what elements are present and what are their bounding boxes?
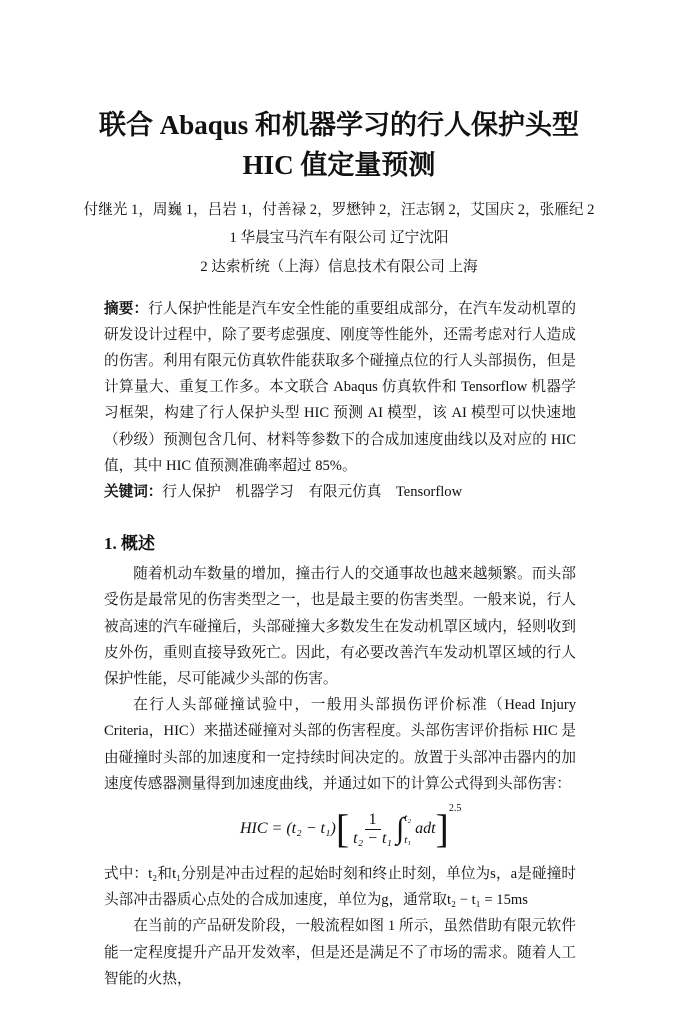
fraction-denominator: t₂ − t₁ xyxy=(353,829,392,847)
paragraph-4: 在当前的产品研发阶段，一般流程如图 1 所示，虽然借助有限元软件能一定程度提升产品开发效率，但是还是满足不了市场的需求。随着人工智能的火热， xyxy=(104,918,576,987)
fraction-numerator: 1 xyxy=(365,811,381,830)
bracket-left: [ xyxy=(335,806,350,852)
bracket-right: ] xyxy=(435,806,449,852)
affiliation-1: 1 华晨宝马汽车有限公司 辽宁沈阳 xyxy=(229,230,449,247)
paragraph-1: 随着机动车数量的增加，撞击行人的交通事故也越来越频繁。而头部受伤是最常见的伤害类型之一，也是最主要的伤害类型。一般来说，行人被高速的汽车碰撞后，头部碰撞大多数发生在发动机罩区域内，轻则收到皮外伤，重则直接导致死亡。因此，有必要改善汽车发动机罩区域的行人保护性能，尽可能减少头部的伤害。 xyxy=(104,566,576,688)
abstract xyxy=(104,296,576,479)
integral-sign: ∫ xyxy=(395,812,405,846)
formula-fraction xyxy=(353,811,392,848)
affiliation-2: 2 达索析统（上海）信息技术有限公司 上海 xyxy=(200,259,478,276)
abstract-text: 行人保护性能是汽车安全性能的重要组成部分，在汽车发动机罩的研发设计过程中，除了要考虑强度、刚度等性能外，还需考虑对行人造成的伤害。利用有限元仿真软件能获取多个碰撞点位的行人头部损伤，但是计算量大、重复工作多。本文联合 Abaqus 仿真软件和 Tensorflow 机器学习框架，构建了行人保护头型 HIC 预测 AI 模型，该 AI 模型可以快速地（秒级）预测包含几何、材料等参数下的合成加速度曲线以及对应的 HIC 值，其中 HIC 值预测准确率超过 85%。 xyxy=(104,300,576,474)
section-heading: 1. 概述 xyxy=(104,534,155,554)
hic-formula xyxy=(240,801,678,857)
integral-lower: t₁ xyxy=(404,834,412,847)
keywords-text: 行人保护 机器学习 有限元仿真 Tensorflow xyxy=(162,484,463,501)
paragraph-2: 在行人头部碰撞试验中，一般用头部损伤评价标准（Head Injury Criteria，HIC）来描述碰撞对头部的伤害程度。头部伤害评价指标 HIC 是由碰撞时头部的加速度和一定持续时间决定的。放置于头部冲击器内的加速度传感器测量得到加速度曲线，并通过如下的计算公式得到头部伤害： xyxy=(104,697,576,792)
keywords xyxy=(104,479,576,505)
integral-upper: t₂ xyxy=(404,812,412,825)
paragraph-3: 式中：t₂和t₁分别是冲击过程的起始时刻和终止时刻，单位为s，a是碰撞时头部冲击器质心点处的合成加速度，单位为g，通常取t₂ − t₁ = 15ms xyxy=(104,866,576,909)
authors: 付继光 1，周巍 1，吕岩 1，付善禄 2，罗懋钟 2，汪志钢 2，艾国庆 2，张雁纪 2 xyxy=(83,202,595,218)
integrand: adt xyxy=(415,820,436,838)
keywords-label: 关键词： xyxy=(104,484,163,501)
formula-lhs: HIC = (t₂ − t₁) xyxy=(240,820,336,838)
paper-title-line2: HIC 值定量预测 xyxy=(242,150,436,180)
paper-title-line1: 联合 Abaqus 和机器学习的行人保护头型 xyxy=(98,110,580,140)
formula-exponent: 2.5 xyxy=(448,803,462,815)
abstract-label: 摘要： xyxy=(104,300,149,317)
